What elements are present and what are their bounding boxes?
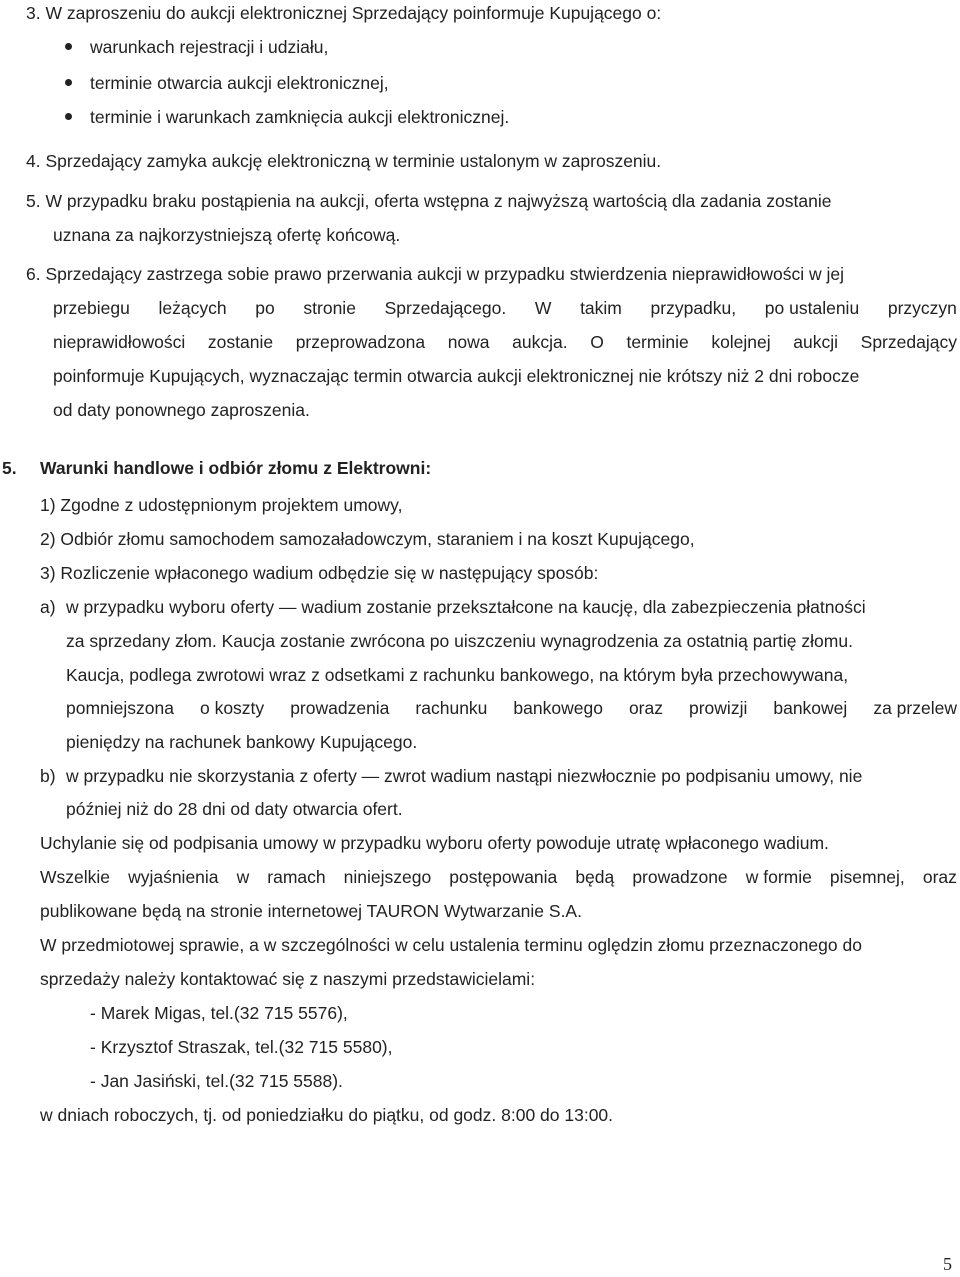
word: w formie [745, 867, 812, 887]
item3-bullet-1: warunkach rejestracji i udziału, [90, 37, 329, 57]
item3-bullet-2: terminie otwarcia aukcji elektronicznej, [90, 73, 389, 93]
word: leżących [158, 298, 227, 318]
item3-intro: 3. W zaproszeniu do aukcji elektronicznej Sprzedający poinformuje Kupującego o: [26, 3, 662, 23]
item5-line-1: 5. W przypadku braku postąpienia na aukcji, oferta wstępna z najwyższą wartością dla zadania zostanie [26, 191, 832, 211]
word: nieprawidłowości [53, 332, 186, 352]
word: po ustaleniu [764, 298, 860, 318]
point-1: 1) Zgodne z udostępnionym projektem umowy, [40, 495, 403, 515]
subpoint-a-label: a) [40, 597, 56, 617]
word: oraz [922, 867, 957, 887]
item6-line-2 [53, 297, 957, 319]
word: postępowania [449, 867, 558, 887]
item6-line-3 [53, 331, 957, 353]
wszelkie-line-1 [40, 866, 957, 888]
point-3: 3) Rozliczenie wpłaconego wadium odbędzie się w następujący sposób: [40, 563, 599, 583]
wszelkie-line-2: publikowane będą na stronie internetowej TAURON Wytwarzanie S.A. [40, 901, 582, 921]
subpoint-a-line-2: za sprzedany złom. Kaucja zostanie zwrócona po uiszczeniu wynagrodzenia za ostatnią partię złomu. [66, 631, 853, 651]
subpoint-a-line-3: Kaucja, podlega zwrotowi wraz z odsetkami z rachunku bankowego, na którym była przechowywana, [66, 665, 849, 685]
word: wyjaśnienia [128, 867, 219, 887]
word: przyczyn [887, 298, 957, 318]
word: po [255, 298, 275, 318]
item6-line-4: poinformuje Kupujących, wyznaczając termin otwarcia aukcji elektronicznej nie krótszy niż 2 dni robocze [53, 366, 860, 386]
bullet-icon [65, 79, 72, 86]
item4-text: 4. Sprzedający zamyka aukcję elektroniczną w terminie ustalonym w zaproszeniu. [26, 151, 662, 171]
word: zostanie [207, 332, 274, 352]
word: O [590, 332, 604, 352]
bullet-icon [65, 113, 72, 120]
subpoint-a-line-1: w przypadku wyboru oferty — wadium zostanie przekształcone na kaucję, dla zabezpieczenia płatności [66, 597, 866, 617]
word: rachunku [415, 698, 488, 718]
word: będą [575, 867, 615, 887]
item5-line-2: uznana za najkorzystniejszą ofertę końcową. [53, 225, 401, 245]
word: takim [580, 298, 622, 318]
word: pomniejszona [66, 698, 174, 718]
word: aukcji [793, 332, 839, 352]
hours-paragraph: w dniach roboczych, tj. od poniedziałku do piątku, od godz. 8:00 do 13:00. [40, 1105, 614, 1125]
word: bankowego [513, 698, 603, 718]
przedmiot-line-1: W przedmiotowej sprawie, a w szczególności w celu ustalenia terminu oględzin złomu przeznaczonego do [40, 935, 862, 955]
subpoint-a-line-4 [66, 697, 957, 719]
word: przypadku, [650, 298, 737, 318]
uchylanie-paragraph: Uchylanie się od podpisania umowy w przypadku wyboru oferty powoduje utratę wpłaconego wadium. [40, 833, 829, 853]
point-2: 2) Odbiór złomu samochodem samozaładowczym, staraniem i na koszt Kupującego, [40, 529, 695, 549]
contact-1: - Marek Migas, tel.(32 715 5576), [90, 1003, 348, 1023]
word: aukcja. [512, 332, 568, 352]
contact-3: - Jan Jasiński, tel.(32 715 5588). [90, 1071, 343, 1091]
word: przeprowadzona [295, 332, 426, 352]
word: Sprzedający [860, 332, 957, 352]
subpoint-b-line-1: w przypadku nie skorzystania z oferty — zwrot wadium nastąpi niezwłocznie po podpisaniu umowy, nie [66, 766, 863, 786]
word: kolejnej [711, 332, 771, 352]
section-heading: Warunki handlowe i odbiór złomu z Elektrowni: [40, 458, 432, 478]
bullet-icon [65, 43, 72, 50]
word: terminie [626, 332, 689, 352]
word: za przelew [873, 698, 957, 718]
przedmiot-line-2: sprzedaży należy kontaktować się z naszymi przedstawicielami: [40, 969, 536, 989]
word: oraz [628, 698, 663, 718]
word: o koszty [199, 698, 265, 718]
word: pisemnej, [829, 867, 905, 887]
word: prowadzone [632, 867, 728, 887]
word: stronie [303, 298, 356, 318]
word: prowadzenia [290, 698, 390, 718]
section-number: 5. [2, 458, 17, 478]
item3-bullet-3: terminie i warunkach zamknięcia aukcji elektronicznej. [90, 107, 510, 127]
item6-line-5: od daty ponownego zaproszenia. [53, 400, 310, 420]
word: nowa [447, 332, 490, 352]
page-number: 5 [943, 1254, 952, 1274]
item6-line-1: 6. Sprzedający zastrzega sobie prawo przerwania aukcji w przypadku stwierdzenia nieprawidłowości w jej [26, 264, 845, 284]
word: bankowej [773, 698, 848, 718]
word: Wszelkie [40, 867, 111, 887]
word: prowizji [689, 698, 748, 718]
word: ramach [267, 867, 326, 887]
word: Sprzedającego. [384, 298, 507, 318]
subpoint-b-line-2: później niż do 28 dni od daty otwarcia ofert. [66, 799, 403, 819]
contact-2: - Krzysztof Straszak, tel.(32 715 5580), [90, 1037, 393, 1057]
subpoint-a-line-5: pieniędzy na rachunek bankowy Kupującego. [66, 732, 418, 752]
word: w [236, 867, 250, 887]
word: W [534, 298, 552, 318]
word: przebiegu [53, 298, 130, 318]
word: niniejszego [343, 867, 432, 887]
subpoint-b-label: b) [40, 766, 56, 786]
